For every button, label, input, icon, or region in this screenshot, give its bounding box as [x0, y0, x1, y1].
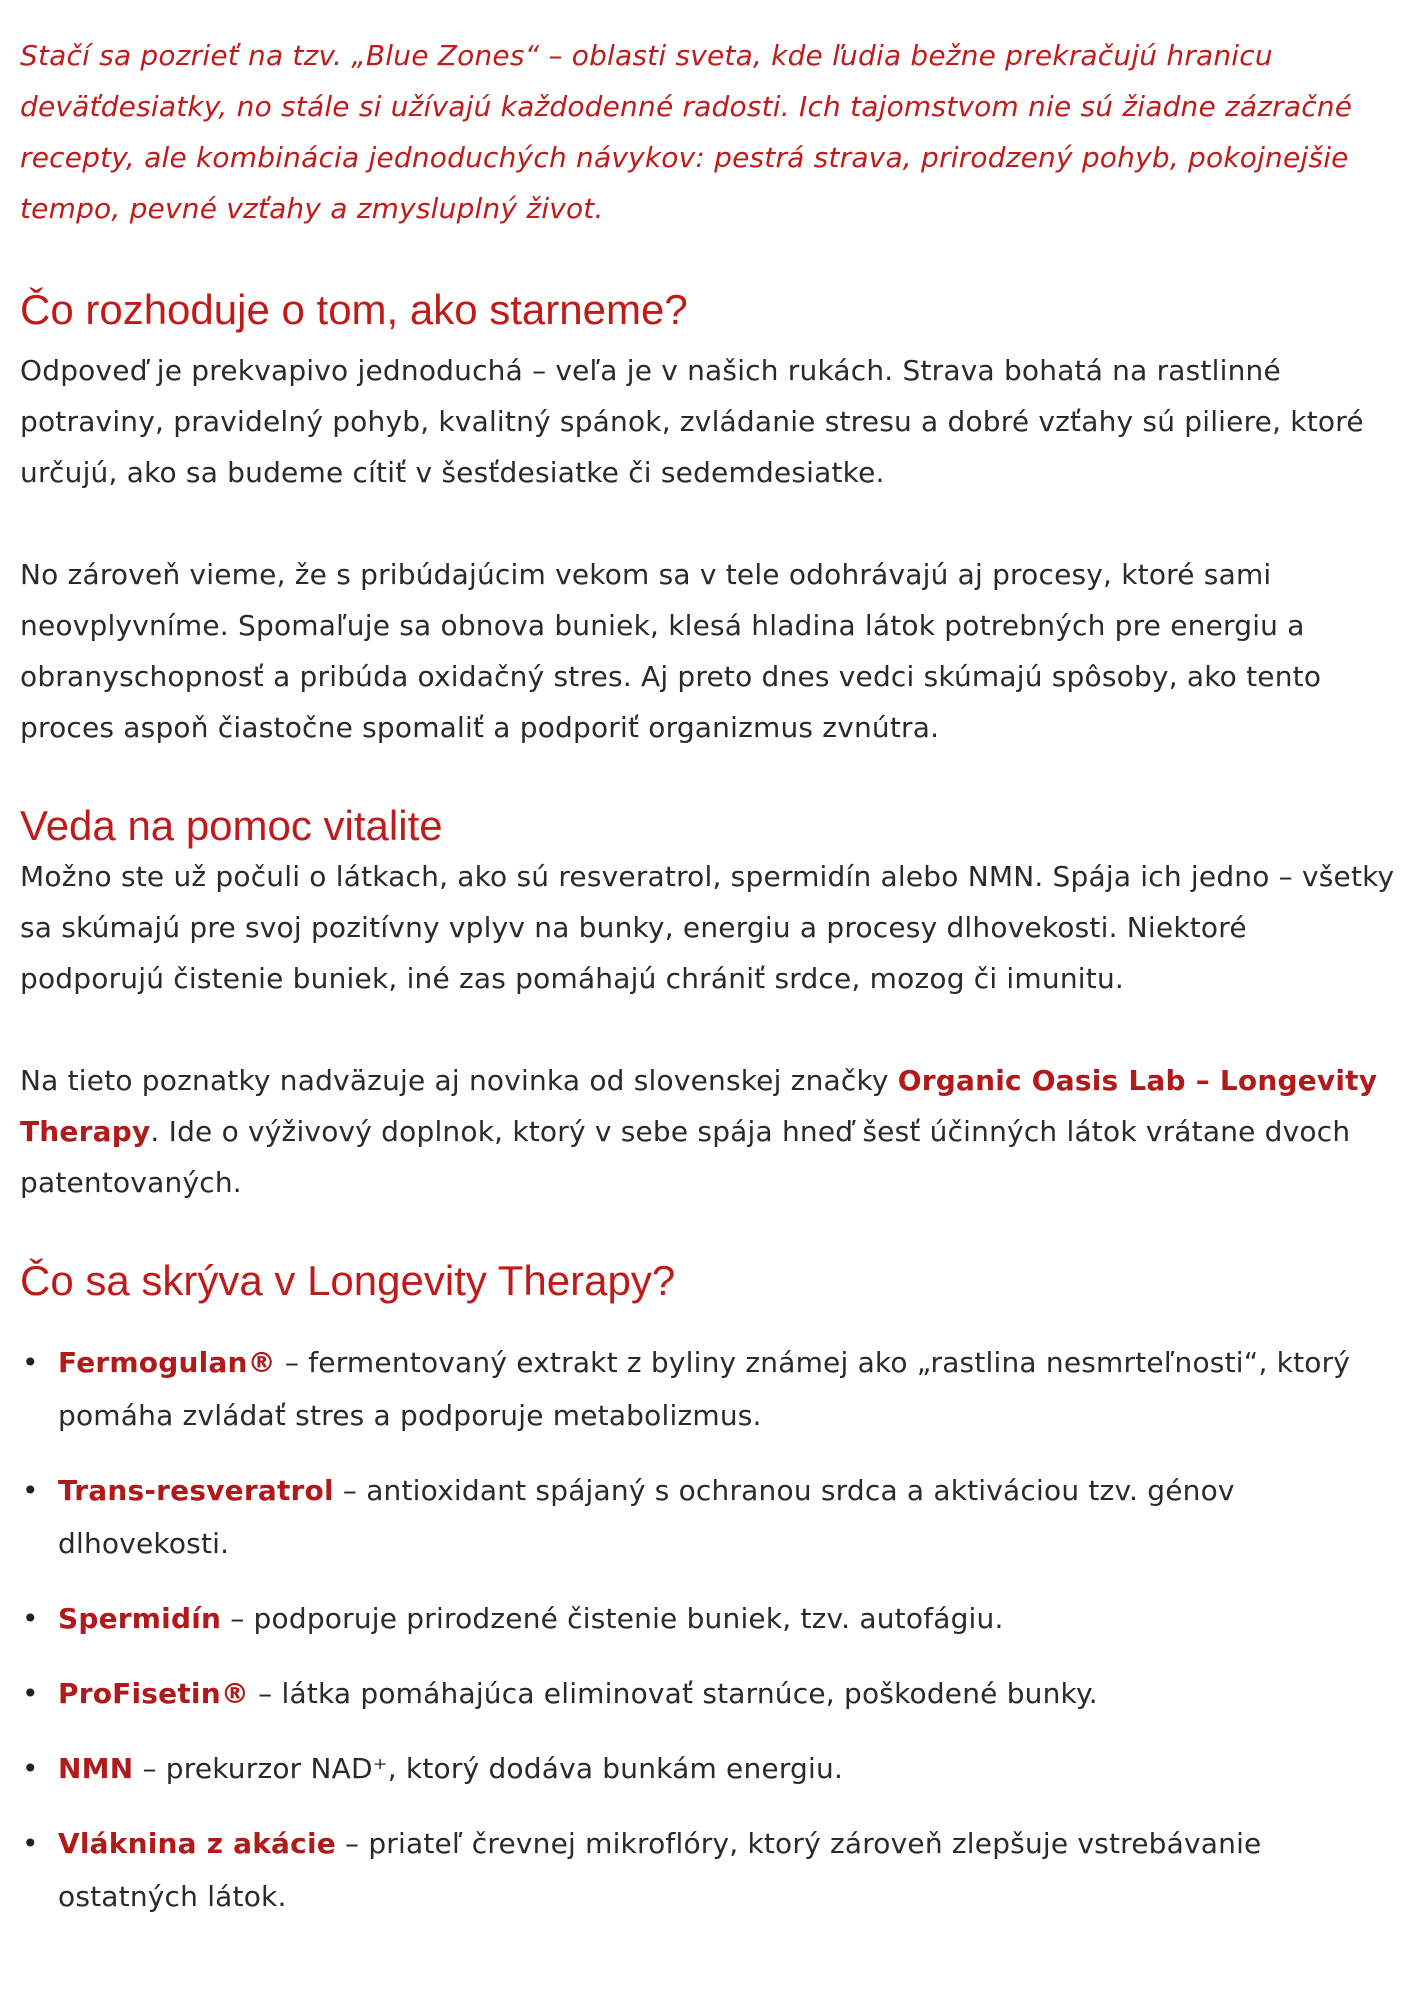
- paragraph-science-substances: Možno ste už počuli o látkach, ako sú resveratrol, spermidín alebo NMN. Spája ich jedno – všetky sa skúmajú pre svoj pozitívny vplyv na bunky, energiu a procesy dlhovekosti. Niektoré podporujú čistenie buniek, iné zas pomáhajú chrániť srdce, mozog či imunitu.: [20, 860, 1395, 995]
- ingredient-name: Fermogulan®: [58, 1346, 276, 1379]
- ingredients-list: [20, 1336, 1400, 1923]
- paragraph-aging-processes: No zároveň vieme, že s pribúdajúcim vekom sa v tele odohrávajú aj procesy, ktoré sami neovplyvníme. Spomaľuje sa obnova buniek, klesá hladina látok potrebných pre energiu a obranyschopnosť a pribúda oxidačný stres. Aj preto dnes vedci skúmajú spôsoby, ako tento proces aspoň čiastočne spomaliť a podporiť organizmus zvnútra.: [20, 558, 1322, 744]
- bullet-icon: •: [22, 1602, 39, 1635]
- ingredient-description: – podporuje prirodzené čistenie buniek, tzv. autofágiu.: [221, 1602, 1004, 1635]
- section-heading-aging: Čo rozhoduje o tom, ako starneme?: [20, 286, 688, 333]
- ingredient-name: NMN: [58, 1752, 134, 1785]
- bullet-icon: •: [22, 1752, 39, 1785]
- product-intro-text-after: . Ide o výživový doplnok, ktorý v sebe spája hneď šesť účinných látok vrátane dvoch patentovaných.: [20, 1115, 1351, 1199]
- bullet-icon: •: [22, 1827, 39, 1860]
- bullet-icon: •: [22, 1346, 39, 1379]
- brand-product-name: Organic Oasis Lab – Longevity Therapy: [20, 1064, 1378, 1148]
- ingredient-name: ProFisetin®: [58, 1677, 250, 1710]
- intro-paragraph: Stačí sa pozrieť na tzv. „Blue Zones“ – oblasti sveta, kde ľudia bežne prekračujú hranicu deväťdesiatky, no stále si užívajú každodenné radosti. Ich tajomstvom nie sú žiadne zázračné recepty, ale kombinácia jednoduchých návykov: pestrá strava, prirodzený pohyb, pokojnejšie tempo, pevné vzťahy a zmysluplný život.: [20, 39, 1353, 225]
- article-body: [20, 30, 1400, 1945]
- product-intro-text: Na tieto poznatky nadväzuje aj novinka od slovenskej značky: [20, 1064, 898, 1097]
- ingredient-item: [20, 1742, 1400, 1795]
- paragraph-product-intro: [20, 1055, 1400, 1208]
- section-heading-ingredients: Čo sa skrýva v Longevity Therapy?: [20, 1257, 676, 1304]
- ingredient-name: Spermidín: [58, 1602, 222, 1635]
- ingredient-item: [20, 1817, 1400, 1923]
- ingredient-description: – fermentovaný extrakt z byliny známej ako „rastlina nesmrteľnosti“, ktorý pomáha zvládať stres a podporuje metabolizmus.: [58, 1346, 1351, 1432]
- bullet-icon: •: [22, 1474, 39, 1507]
- ingredient-description: – antioxidant spájaný s ochranou srdca a aktiváciou tzv. génov dlhovekosti.: [58, 1474, 1235, 1560]
- ingredient-item: [20, 1464, 1400, 1570]
- paragraph-aging-answer: Odpoveď je prekvapivo jednoduchá – veľa je v našich rukách. Strava bohatá na rastlinné potraviny, pravidelný pohyb, kvalitný spánok, zvládanie stresu a dobré vzťahy sú piliere, ktoré určujú, ako sa budeme cítiť v šesťdesiatke či sedemdesiatke.: [20, 354, 1364, 489]
- ingredient-name: Vláknina z akácie: [58, 1827, 336, 1860]
- ingredient-item: [20, 1592, 1400, 1645]
- ingredient-description: – látka pomáhajúca eliminovať starnúce, poškodené bunky.: [249, 1677, 1098, 1710]
- ingredient-description: – prekurzor NAD⁺, ktorý dodáva bunkám energiu.: [133, 1752, 844, 1785]
- ingredient-item: [20, 1667, 1400, 1720]
- section-heading-science: Veda na pomoc vitalite: [20, 802, 443, 849]
- ingredient-item: [20, 1336, 1400, 1442]
- bullet-icon: •: [22, 1677, 39, 1710]
- ingredient-description: – priateľ črevnej mikroflóry, ktorý zároveň zlepšuje vstrebávanie ostatných látok.: [58, 1827, 1262, 1913]
- ingredient-name: Trans-resveratrol: [58, 1474, 334, 1507]
